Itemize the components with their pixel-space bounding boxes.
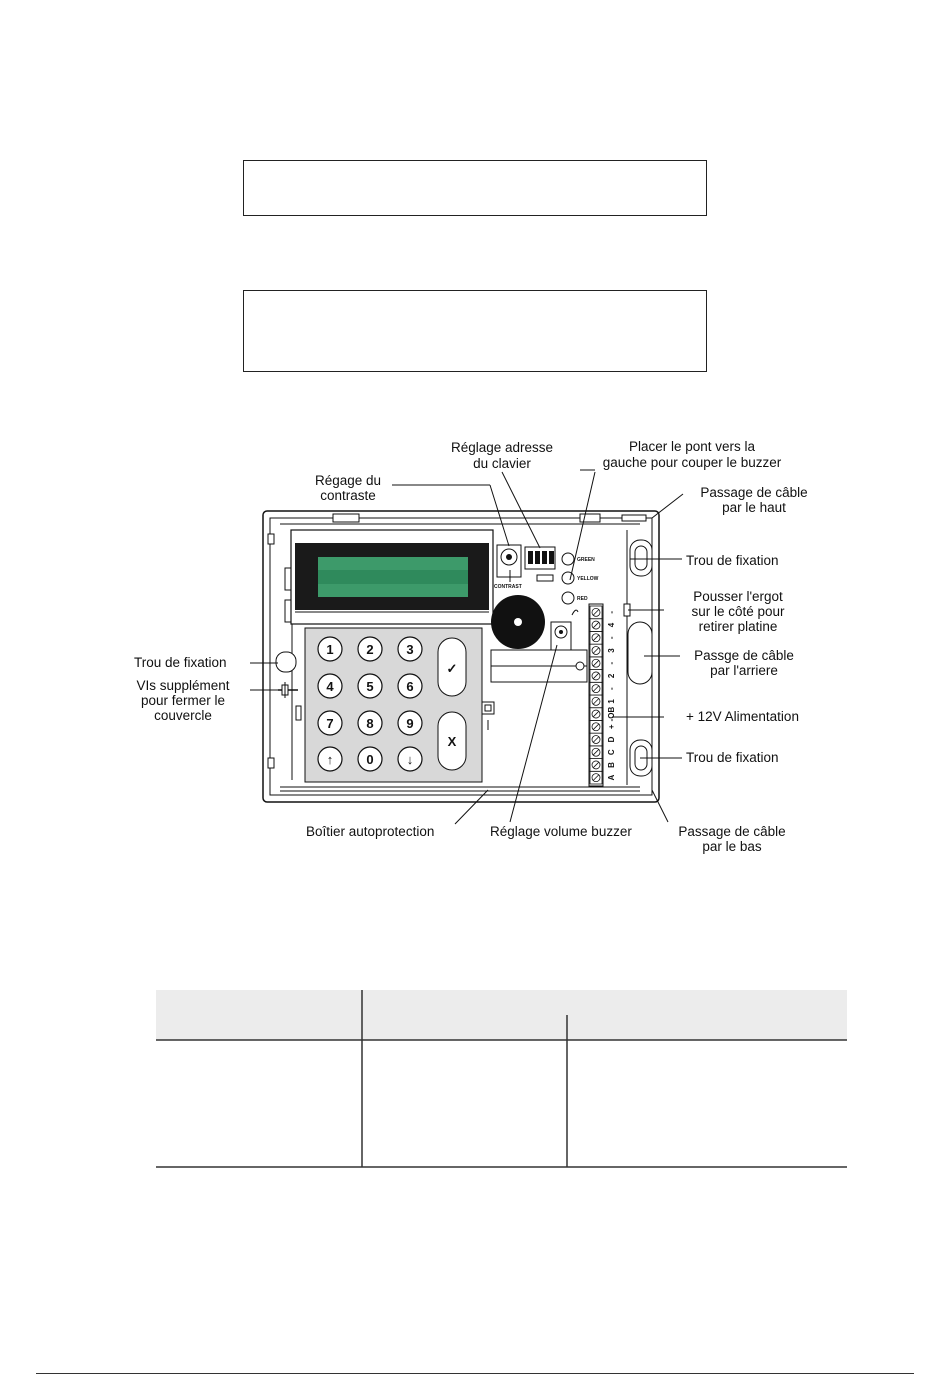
svg-text:par le haut: par le haut [722, 500, 786, 515]
svg-text:-: - [607, 611, 616, 614]
key-4[interactable] [358, 674, 382, 698]
svg-text:↓: ↓ [406, 752, 414, 767]
key-1[interactable] [358, 637, 382, 661]
svg-text:✓: ✓ [446, 661, 458, 676]
key-3[interactable] [318, 674, 342, 698]
svg-text:Passage de câble: Passage de câble [678, 824, 786, 839]
key-ok[interactable] [438, 638, 466, 696]
label-passage-bas [678, 824, 785, 854]
label-reglage-volume: Réglage volume buzzer [490, 824, 632, 839]
svg-text:B: B [607, 762, 616, 768]
label-trou-fixation-left: Trou de fixation [134, 655, 227, 670]
label-trou-fixation-right-bottom: Trou de fixation [686, 750, 779, 765]
label-alimentation: + 12V Alimentation [686, 709, 799, 724]
svg-text:-: - [607, 687, 616, 690]
svg-text:GREEN: GREEN [577, 557, 595, 563]
svg-text:couvercle: couvercle [154, 708, 212, 723]
svg-text:↑: ↑ [326, 752, 334, 767]
svg-text:par l'arriere: par l'arriere [710, 663, 778, 678]
lcd-display [291, 530, 493, 624]
label-boitier-autoprotection: Boîtier autoprotection [306, 824, 435, 839]
svg-text:X: X [447, 734, 457, 749]
svg-text:Placer le pont vers la: Placer le pont vers la [628, 439, 756, 454]
svg-text:pour fermer le: pour fermer le [140, 693, 226, 708]
svg-text:-: - [607, 636, 616, 640]
svg-text:contraste: contraste [320, 488, 376, 503]
svg-text:2: 2 [607, 673, 616, 679]
footer-rule [36, 1373, 914, 1374]
key-8[interactable] [398, 711, 422, 735]
svg-text:6: 6 [406, 679, 414, 694]
label-passage-haut [700, 485, 807, 515]
contrast-potentiometer [494, 545, 522, 590]
svg-text:A: A [607, 774, 616, 781]
svg-text:7: 7 [326, 716, 334, 731]
svg-text:5: 5 [366, 679, 374, 694]
buzzer [491, 595, 545, 649]
key-6[interactable] [318, 711, 342, 735]
svg-text:sur le côté pour: sur le côté pour [691, 604, 785, 619]
svg-text:-: - [607, 661, 616, 665]
key-5[interactable] [398, 674, 422, 698]
label-reglage-adresse [451, 440, 553, 471]
label-placer-pont [603, 439, 782, 470]
svg-text:4: 4 [326, 679, 334, 694]
svg-text:C: C [607, 749, 616, 756]
svg-text:8: 8 [366, 716, 374, 731]
svg-text:Régage du: Régage du [314, 473, 382, 488]
svg-text:par le bas: par le bas [702, 839, 762, 854]
key-cancel[interactable] [438, 712, 466, 770]
svg-text:D: D [607, 736, 616, 743]
svg-text:VIs supplément: VIs supplément [136, 678, 230, 693]
table-header [156, 990, 847, 1040]
connector-block [491, 650, 587, 682]
label-trou-fixation-right-top: Trou de fixation [686, 553, 779, 568]
keypad [305, 628, 482, 782]
svg-text:2: 2 [366, 642, 374, 657]
svg-text:retirer platine: retirer platine [698, 619, 778, 634]
svg-text:3: 3 [607, 648, 616, 653]
buzzer-volume-pot [551, 622, 571, 650]
key-2[interactable] [398, 637, 422, 661]
key-11[interactable] [398, 747, 422, 771]
svg-text:Pousser l'ergot: Pousser l'ergot [693, 589, 783, 604]
label-passage-arriere [694, 648, 794, 678]
label-regage-contraste [315, 473, 381, 503]
label-vis-supplement [136, 678, 229, 723]
svg-text:RED: RED [577, 596, 588, 602]
tamper-switch [482, 702, 494, 714]
svg-text:Passge de câble: Passge de câble [694, 648, 794, 663]
svg-text:du clavier: du clavier [473, 456, 531, 471]
svg-text:9: 9 [406, 716, 414, 731]
svg-text:0: 0 [366, 752, 374, 767]
svg-text:Passage de câble: Passage de câble [700, 485, 808, 500]
svg-text:1: 1 [607, 699, 616, 704]
key-7[interactable] [358, 711, 382, 735]
svg-text:4: 4 [607, 622, 616, 628]
svg-text:gauche pour couper le buzzer: gauche pour couper le buzzer [602, 455, 782, 470]
svg-text:+: + [607, 724, 616, 730]
contrast-label: CONTRAST [494, 584, 522, 590]
svg-text:-OB: -OB [607, 706, 616, 722]
svg-text:YELLOW: YELLOW [577, 576, 599, 582]
svg-text:Réglage adresse: Réglage adresse [450, 440, 554, 455]
label-pousser-ergot [691, 589, 785, 634]
key-10[interactable] [358, 747, 382, 771]
key-9[interactable] [318, 747, 342, 771]
svg-text:1: 1 [326, 642, 334, 657]
key-0[interactable] [318, 637, 342, 661]
svg-text:3: 3 [406, 642, 414, 657]
